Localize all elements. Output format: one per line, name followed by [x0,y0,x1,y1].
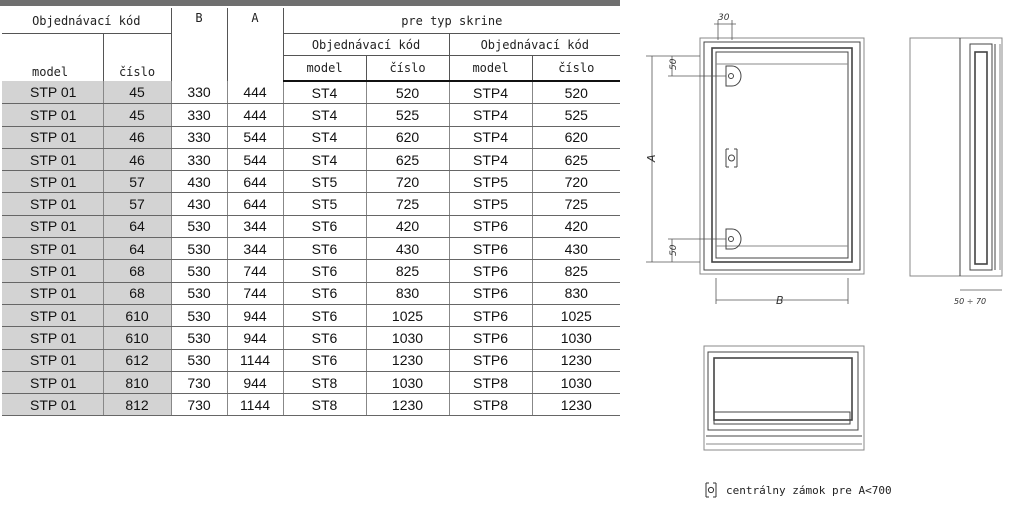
cell-b: 330 [171,148,227,170]
cell-model-2: STP6 [449,238,532,260]
cell-cislo-1: 620 [366,126,449,148]
cell-model: STP 01 [2,238,103,260]
cell-model-1: ST4 [283,104,366,126]
cell-model-1: ST6 [283,238,366,260]
cell-cislo-1: 720 [366,171,449,193]
cell-cislo-2: 1230 [532,394,620,416]
cell-b: 430 [171,193,227,215]
cell-cislo-2: 520 [532,81,620,104]
table-row [2,260,620,282]
cell-model-1: ST6 [283,215,366,237]
cell-model-1: ST6 [283,304,366,326]
cell-cislo-2: 1025 [532,304,620,326]
dim-b-label: B [776,294,784,307]
cell-cislo-2: 620 [532,126,620,148]
header-cislo-1: číslo [366,56,449,82]
cell-model: STP 01 [2,304,103,326]
cell-a: 444 [227,104,283,126]
cell-model-2: STP6 [449,304,532,326]
cell-a: 1144 [227,349,283,371]
header-model-2: model [449,56,532,82]
cell-a: 444 [227,81,283,104]
cell-model-1: ST6 [283,327,366,349]
cell-model: STP 01 [2,215,103,237]
cell-cislo-1: 1230 [366,349,449,371]
cell-a: 744 [227,282,283,304]
cell-cislo: 45 [103,104,171,126]
cell-model-2: STP8 [449,371,532,393]
cell-cislo-2: 725 [532,193,620,215]
cell-model-2: STP6 [449,215,532,237]
cell-model: STP 01 [2,394,103,416]
cell-cislo-1: 430 [366,238,449,260]
cell-cislo: 610 [103,304,171,326]
cell-cislo: 46 [103,148,171,170]
table-row [2,394,620,416]
header-a: A [227,8,283,81]
cell-cislo-2: 1230 [532,349,620,371]
cell-a: 744 [227,260,283,282]
table-row [2,327,620,349]
hinge-top-icon [726,66,741,86]
cell-cislo-1: 625 [366,148,449,170]
cell-model-1: ST5 [283,171,366,193]
cabinet-drawing [630,0,1024,470]
cell-cislo-2: 825 [532,260,620,282]
cell-b: 330 [171,81,227,104]
cell-model-1: ST6 [283,349,366,371]
cell-model: STP 01 [2,260,103,282]
cell-cislo: 68 [103,260,171,282]
cell-a: 944 [227,371,283,393]
cell-cislo-2: 625 [532,148,620,170]
table-row [2,148,620,170]
cell-b: 730 [171,371,227,393]
cell-model-1: ST8 [283,371,366,393]
cell-a: 944 [227,304,283,326]
header-order-code-2: Objednávací kód [449,34,620,56]
cell-b: 530 [171,349,227,371]
legend-text: centrálny zámok pre A<700 [726,483,892,497]
cell-cislo-1: 830 [366,282,449,304]
cell-model-1: ST4 [283,81,366,104]
cell-cislo-2: 830 [532,282,620,304]
cell-cislo-2: 1030 [532,327,620,349]
cell-b: 530 [171,282,227,304]
side-view [910,38,1002,290]
table-row [2,238,620,260]
cell-cislo-2: 720 [532,171,620,193]
cell-cislo: 812 [103,394,171,416]
cell-a: 944 [227,327,283,349]
table-top-bar [0,0,620,6]
table-row [2,193,620,215]
header-order-code-1: Objednávací kód [283,34,449,56]
cell-b: 530 [171,260,227,282]
header-model: model [32,65,69,79]
cell-cislo-1: 1030 [366,327,449,349]
cell-cislo-1: 1025 [366,304,449,326]
cell-cislo-1: 1030 [366,371,449,393]
cell-model: STP 01 [2,327,103,349]
table-row [2,282,620,304]
cell-b: 730 [171,394,227,416]
cell-cislo: 46 [103,126,171,148]
cell-cislo: 68 [103,282,171,304]
cell-model-1: ST5 [283,193,366,215]
cell-cislo-2: 1030 [532,371,620,393]
cell-cislo-2: 420 [532,215,620,237]
cell-model: STP 01 [2,371,103,393]
header-for-type: pre typ skrine [283,8,620,34]
cell-model-1: ST8 [283,394,366,416]
table-row [2,304,620,326]
cell-model: STP 01 [2,282,103,304]
cell-cislo-1: 1230 [366,394,449,416]
cell-b: 530 [171,238,227,260]
cell-model-1: ST4 [283,148,366,170]
cell-cislo: 610 [103,327,171,349]
bottom-view [704,346,864,450]
cell-cislo: 612 [103,349,171,371]
cell-model-2: STP6 [449,327,532,349]
table-row [2,171,620,193]
cell-model-2: STP4 [449,148,532,170]
cell-model: STP 01 [2,81,103,104]
cell-cislo: 810 [103,371,171,393]
cell-a: 644 [227,193,283,215]
cell-model: STP 01 [2,148,103,170]
legend [704,482,892,498]
central-lock-icon [704,482,718,498]
cell-cislo-1: 825 [366,260,449,282]
cell-cislo-1: 525 [366,104,449,126]
cell-a: 544 [227,126,283,148]
cell-b: 430 [171,171,227,193]
cell-model-1: ST6 [283,260,366,282]
table-row [2,81,620,104]
cell-a: 1144 [227,394,283,416]
cell-model-2: STP6 [449,349,532,371]
table-row [2,215,620,237]
dimensions-table [2,8,620,416]
cell-model-2: STP4 [449,104,532,126]
cell-model: STP 01 [2,126,103,148]
cell-model: STP 01 [2,193,103,215]
cell-model: STP 01 [2,171,103,193]
cell-model-2: STP8 [449,394,532,416]
cell-model-2: STP6 [449,282,532,304]
central-lock-drawing-icon [726,149,737,167]
table-row [2,126,620,148]
cell-cislo-2: 525 [532,104,620,126]
cell-b: 530 [171,215,227,237]
cell-model-1: ST4 [283,126,366,148]
cell-cislo-2: 430 [532,238,620,260]
header-cislo-2: číslo [532,56,620,82]
cell-a: 344 [227,215,283,237]
cell-cislo: 45 [103,81,171,104]
header-model-1: model [283,56,366,82]
cell-cislo-1: 520 [366,81,449,104]
dim-50-top-label: 50 [669,58,679,70]
cell-model-1: ST6 [283,282,366,304]
cell-b: 530 [171,327,227,349]
cell-cislo-1: 725 [366,193,449,215]
cell-cislo: 64 [103,215,171,237]
dim-50-bottom-label: 50 [669,244,679,256]
cell-a: 644 [227,171,283,193]
cell-cislo: 57 [103,171,171,193]
cell-a: 344 [227,238,283,260]
table-row [2,371,620,393]
header-order-code: Objednávací kód [2,8,171,34]
cell-model: STP 01 [2,349,103,371]
cell-a: 544 [227,148,283,170]
dim-a-label: A [645,154,658,162]
table-row [2,349,620,371]
dim-30-label: 30 [718,13,730,23]
cell-b: 330 [171,126,227,148]
table-row [2,104,620,126]
table-body [2,81,620,416]
cell-cislo: 64 [103,238,171,260]
cell-model-2: STP5 [449,171,532,193]
cell-cislo: 57 [103,193,171,215]
cell-b: 330 [171,104,227,126]
cell-model-2: STP4 [449,81,532,104]
header-b: B [171,8,227,81]
cell-model-2: STP4 [449,126,532,148]
cell-b: 530 [171,304,227,326]
cell-cislo-1: 420 [366,215,449,237]
header-cislo: číslo [103,34,171,82]
depth-range-label: 50 ÷ 70 [954,297,987,306]
cell-model-2: STP6 [449,260,532,282]
cell-model-2: STP5 [449,193,532,215]
cell-model: STP 01 [2,104,103,126]
